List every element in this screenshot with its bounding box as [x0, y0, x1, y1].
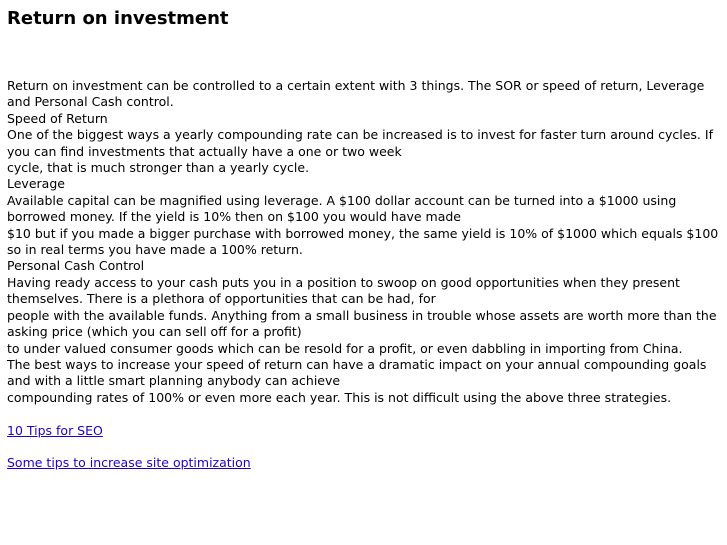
paragraph-line: compounding rates of 100% or even more each year. This is not difficult using the above three strategies.: [7, 389, 672, 405]
page-title: Return on investment: [7, 8, 229, 29]
paragraph-line: you can find investments that actually have a one or two week: [7, 143, 402, 159]
paragraph-line: and Personal Cash control.: [7, 94, 174, 110]
paragraph-line: Available capital can be magnified using leverage. A $100 dollar account can be turned into a $1000 using: [7, 192, 677, 208]
paragraph-line: $10 but if you made a bigger purchase with borrowed money, the same yield is 10% of $1000 which equals $100: [7, 225, 719, 241]
spacer: [7, 439, 721, 455]
paragraph-line: borrowed money. If the yield is 10% then on $100 you would have made: [7, 209, 461, 225]
link-site-optimization-tips[interactable]: Some tips to increase site optimization: [7, 455, 251, 471]
paragraph-line: One of the biggest ways a yearly compounding rate can be increased is to invest for faster turn around cycles. If: [7, 127, 713, 143]
paragraph-line: so in real terms you have made a 100% return.: [7, 242, 303, 258]
section-heading-leverage: Leverage: [7, 176, 65, 192]
paragraph-line: Having ready access to your cash puts you in a position to swoop on good opportunities when they present: [7, 274, 680, 290]
paragraph-line: people with the available funds. Anything from a small business in trouble whose assets are worth more than the: [7, 307, 717, 323]
paragraph-line: themselves. There is a plethora of opportunities that can be had, for: [7, 291, 436, 307]
paragraph-line: cycle, that is much stronger than a yearly cycle.: [7, 160, 310, 176]
section-heading-personal-cash-control: Personal Cash Control: [7, 258, 145, 274]
paragraph-line: to under valued consumer goods which can be resold for a profit, or even dabbling in importing from China.: [7, 340, 683, 356]
link-seo-tips[interactable]: 10 Tips for SEO: [7, 422, 103, 438]
article-body: [7, 78, 721, 472]
paragraph-line: Return on investment can be controlled to a certain extent with 3 things. The SOR or speed of return, Leverage: [7, 78, 705, 93]
spacer: [7, 406, 721, 422]
paragraph-line: asking price (which you can sell off for a profit): [7, 324, 302, 340]
paragraph-line: and with a little smart planning anybody can achieve: [7, 373, 341, 389]
paragraph-line: The best ways to increase your speed of return can have a dramatic impact on your annual compounding goals: [7, 356, 707, 372]
section-heading-speed-of-return: Speed of Return: [7, 110, 108, 126]
